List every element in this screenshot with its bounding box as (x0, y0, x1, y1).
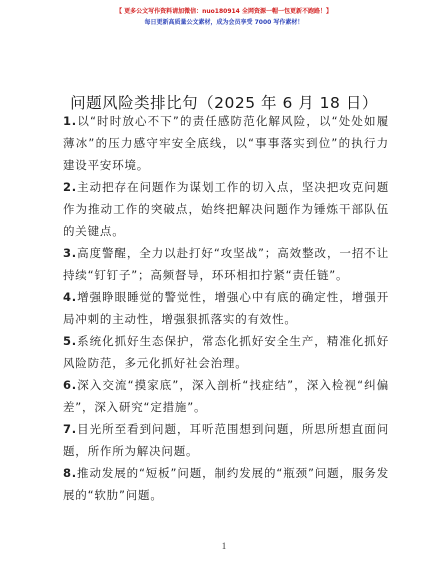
list-item (63, 242, 389, 286)
item-text: 以“时时放心不下”的责任感防范化解风险，以“处处如履薄冰”的压力感守牢安全底线，以“事事落实到位”的执行力建设平安环境。 (63, 114, 389, 172)
list-item (63, 418, 389, 462)
item-number: 2. (63, 180, 77, 194)
item-text: 推动发展的“短板”问题，制约发展的“瓶颈”问题，服务发展的“软肋”问题。 (63, 466, 389, 502)
promo-banner (0, 6, 448, 28)
item-number: 4. (63, 290, 77, 304)
list-item (63, 462, 389, 506)
item-text: 目光所至看到问题，耳听范围想到问题，所思所想直面问题，所作所为解决问题。 (63, 422, 389, 458)
list-item (63, 110, 389, 176)
item-number: 6. (63, 378, 77, 392)
list-item (63, 374, 389, 418)
item-text: 增强睁眼睡觉的警觉性，增强心中有底的确定性，增强开局冲刺的主动性，增强狠抓落实的有效性。 (63, 290, 389, 326)
list-item (63, 330, 389, 374)
item-number: 3. (63, 246, 77, 260)
item-text: 主动把存在问题作为谋划工作的切入点，坚决把攻克问题作为推动工作的突破点，始终把解决问题作为锤炼干部队伍的关键点。 (63, 180, 389, 238)
item-number: 7. (63, 422, 77, 436)
promo-banner-line-1: 【 更多公文写作资料请加微信：nuo180914 全网资源一帽一包更新不跑路！】 (116, 8, 332, 15)
item-number: 1. (63, 114, 77, 128)
promo-banner-line-2: 每日更新高质量公文素材，成为会员享受 7000 写作素材！ (144, 19, 304, 26)
document-title: 问题风险类排比句（2025 年 6 月 18 日） (70, 94, 378, 112)
item-text: 系统化抓好生态保护，常态化抓好安全生产，精准化抓好风险防范，多元化抓好社会治理。 (63, 334, 389, 370)
list-item (63, 176, 389, 242)
list-item (63, 286, 389, 330)
item-text: 高度警醒，全力以赴打好“攻坚战”；高效整改，一招不让持续“钉钉子”；高频督导，环环相扣拧紧“责任链”。 (63, 246, 389, 282)
item-text: 深入交流“摸家底”，深入剖析“找症结”，深入检视“纠偏差”，深入研究“定措施”。 (63, 378, 389, 414)
page-number: 1 (221, 541, 227, 551)
item-number: 5. (63, 334, 77, 348)
item-number: 8. (63, 466, 77, 480)
